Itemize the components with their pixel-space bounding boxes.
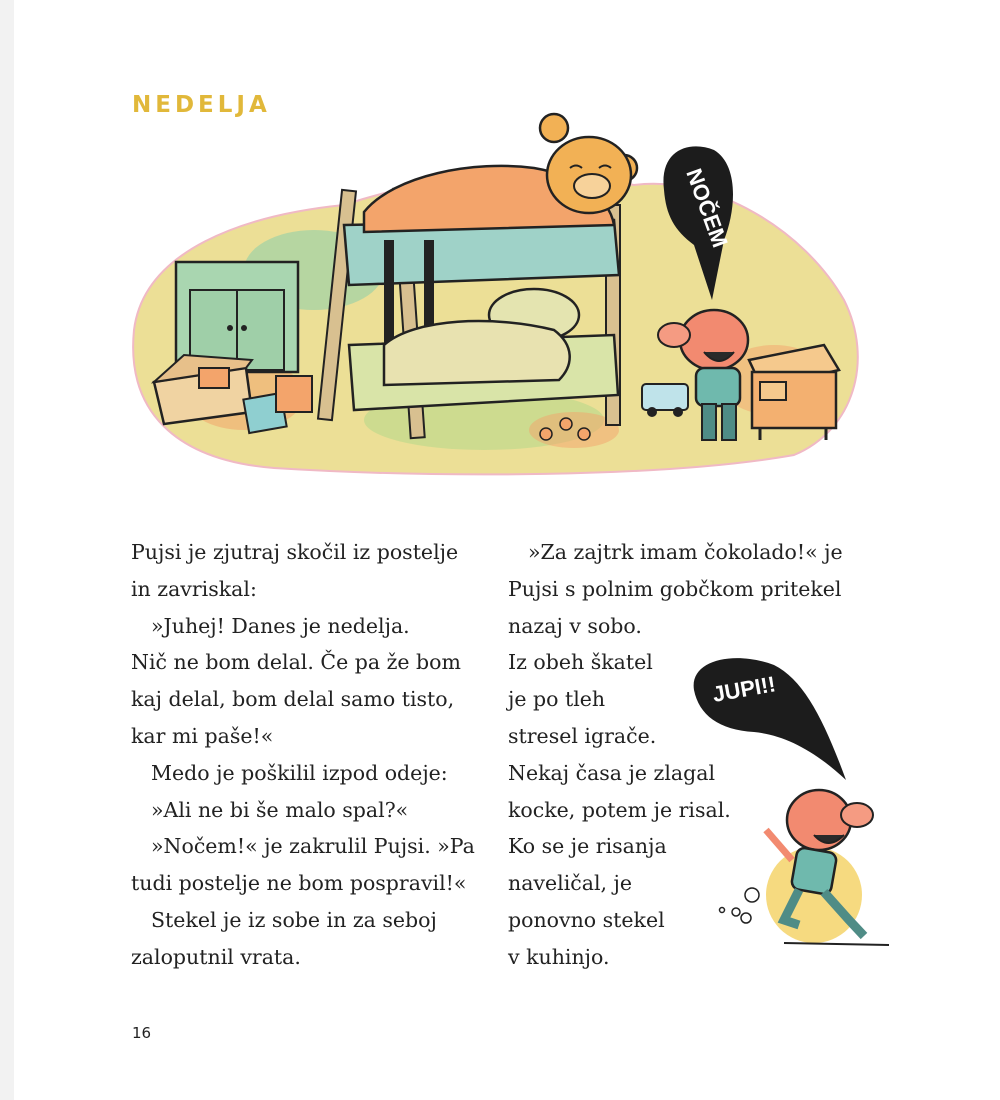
paragraph-line: Pujsi je zjutraj skočil iz postelje xyxy=(131,540,459,564)
paragraph-line: je po tleh xyxy=(508,687,606,712)
bedroom-illustration xyxy=(14,0,1000,500)
paragraph-line: Ko se je risanja xyxy=(508,834,667,859)
paragraph-line: »Za zajtrk imam čokolado!« je xyxy=(528,540,843,564)
paragraph-line: ponovno stekel xyxy=(508,907,665,932)
running-pig-illustration xyxy=(674,640,904,960)
chapter-title: NEDELJA xyxy=(132,92,271,118)
paragraph-line: stresel igrače. xyxy=(508,723,657,748)
paragraph-line: kocke, potem je risal. xyxy=(508,797,731,822)
toy-ball xyxy=(578,428,590,440)
paragraph-line: Medo je poškilil izpod odeje: xyxy=(151,760,448,785)
paragraph-line: kaj delal, bom delal samo tisto, xyxy=(131,687,455,712)
paragraph-line: nazaj v sobo. xyxy=(508,613,642,638)
paragraph-line: in zavriskal: xyxy=(131,576,257,601)
paragraph-line: »Ali ne bi še malo spal?« xyxy=(151,797,409,822)
nightstand xyxy=(749,345,839,440)
paragraph-line: Stekel je iz sobe in za seboj xyxy=(151,907,437,932)
paragraph-line: Pujsi s polnim gobčkom pritekel xyxy=(508,576,842,601)
text-column-left xyxy=(131,534,491,976)
page-number: 16 xyxy=(132,1024,152,1042)
paragraph-line: Nekaj časa je zlagal xyxy=(508,760,716,785)
paragraph-line: »Nočem!« je zakrulil Pujsi. »Pa xyxy=(151,834,475,859)
speech-bubble-jupi xyxy=(694,658,846,780)
paragraph-line: naveličal, je xyxy=(508,871,633,896)
toy-block xyxy=(276,376,312,412)
toy-ball xyxy=(560,418,572,430)
paragraph-line: zaloputnil vrata. xyxy=(131,944,301,969)
bubble-text-jupi: JUPI!! xyxy=(710,671,778,707)
paragraph-line: Nič ne bom delal. Če pa že bom xyxy=(131,650,461,675)
paragraph-line: v kuhinjo. xyxy=(508,944,610,969)
paragraph-line: Iz obeh škatel xyxy=(508,650,653,675)
book-page xyxy=(14,0,1000,1100)
bubble-text-nocem: NOČEM xyxy=(681,165,733,251)
paragraph-line: kar mi paše!« xyxy=(131,723,274,748)
paragraph-line: »Juhej! Danes je nedelja. xyxy=(151,613,410,638)
bear-character xyxy=(540,114,637,213)
paragraph-line: tudi postelje ne bom pospravil!« xyxy=(131,871,467,896)
toy-ball xyxy=(540,428,552,440)
